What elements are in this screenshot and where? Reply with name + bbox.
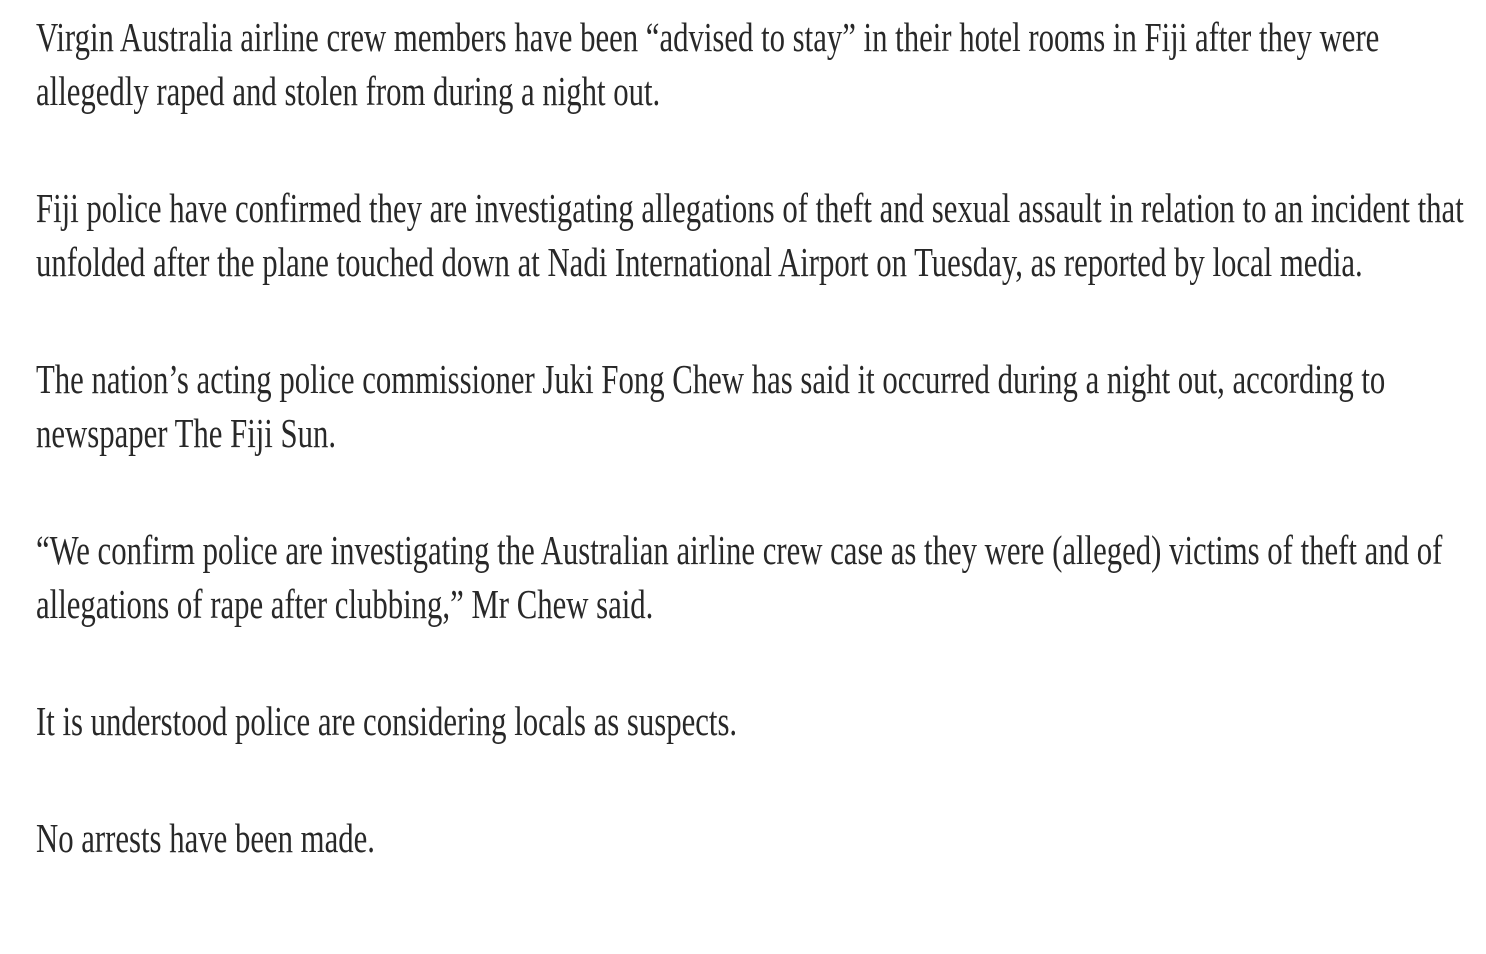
article-paragraph: It is understood police are considering locals as suspects. <box>36 698 738 744</box>
article-paragraph: Fiji police have confirmed they are investigating allegations of theft and sexual assault in relation to an incident that unfolded after the plane touched down at Nadi International Airport on Tuesday, as reported by local media. <box>36 185 1464 285</box>
article-paragraph: No arrests have been made. <box>36 815 375 861</box>
article-paragraph: “We confirm police are investigating the Australian airline crew case as they were (alleged) victims of theft and of allegations of rape after clubbing,” Mr Chew said. <box>36 527 1443 627</box>
article-text-column <box>36 10 1469 865</box>
article-paragraph: Virgin Australia airline crew members have been “advised to stay” in their hotel rooms in Fiji after they were allegedly raped and stolen from during a night out. <box>36 14 1380 114</box>
article-paragraph: The nation’s acting police commissioner Juki Fong Chew has said it occurred during a night out, according to newspaper The Fiji Sun. <box>36 356 1386 456</box>
